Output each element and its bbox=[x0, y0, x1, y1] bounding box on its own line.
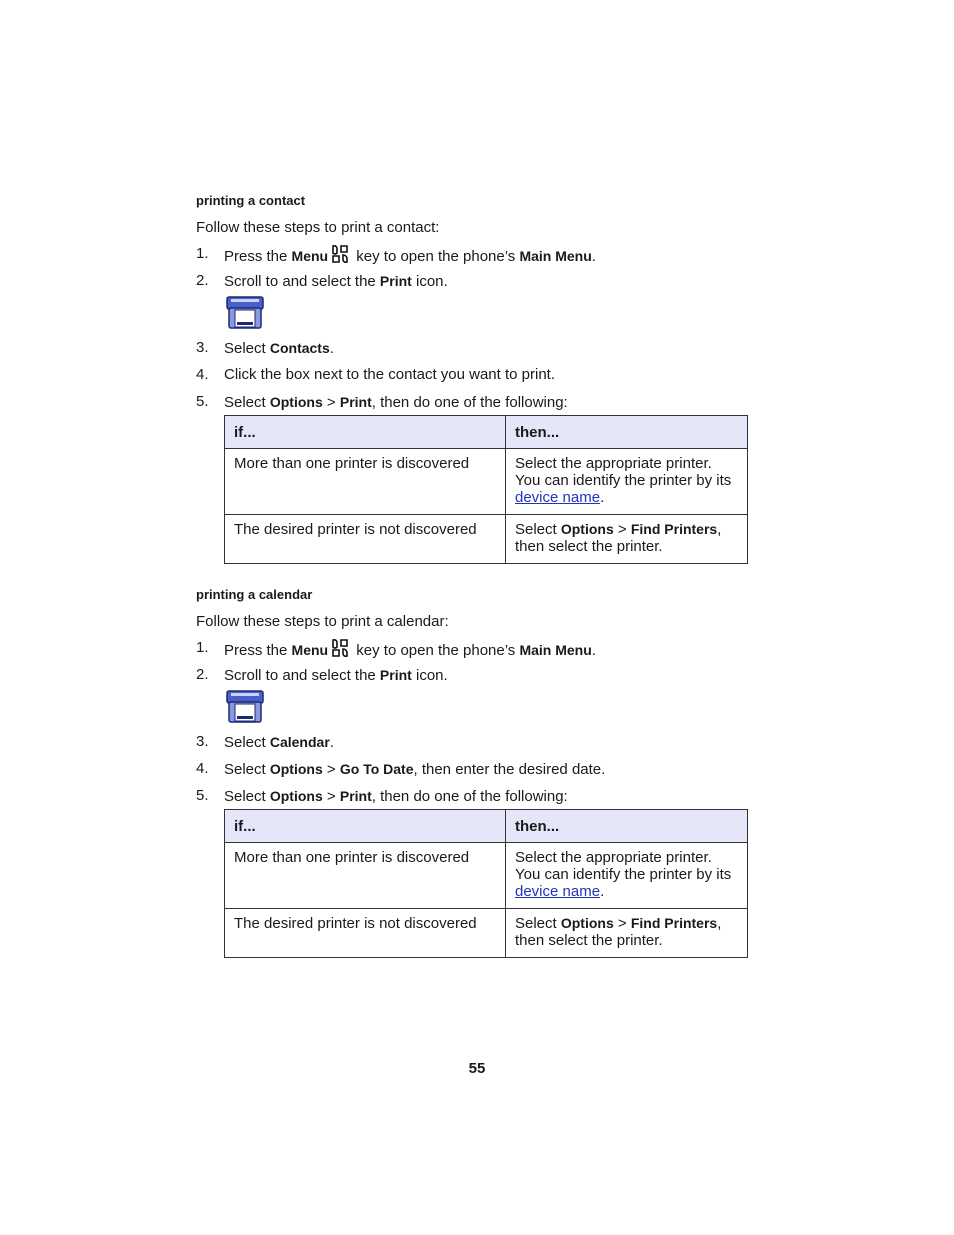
step-4: 4. Select Options > Go To Date, then enter the desired date. bbox=[196, 760, 606, 778]
table-row: More than one printer is discovered Select the appropriate printer. You can identify the printer by its device name. bbox=[225, 449, 748, 515]
header-if: if... bbox=[225, 810, 506, 843]
page-number: 55 bbox=[468, 1060, 486, 1077]
section-heading: printing a calendar bbox=[196, 587, 313, 602]
section-printing-contact bbox=[196, 192, 756, 564]
device-name-link[interactable]: device name bbox=[515, 489, 601, 506]
table-row: The desired printer is not discovered Select Options > Find Printers, then select the printer. bbox=[225, 515, 748, 564]
header-then: then... bbox=[506, 416, 748, 449]
step-4: 4. Click the box next to the contact you want to print. bbox=[196, 366, 556, 383]
table-header-row bbox=[225, 810, 748, 843]
table-row: The desired printer is not discovered Select Options > Find Printers, then select the printer. bbox=[225, 909, 748, 958]
section-heading: printing a contact bbox=[196, 193, 306, 208]
step-1: 1. Press the Menu key to open the phone’s Main Menu. bbox=[196, 632, 756, 659]
intro-text: Follow these steps to print a contact: bbox=[196, 219, 440, 236]
device-name-link[interactable]: device name bbox=[515, 883, 601, 900]
header-then: then... bbox=[506, 810, 748, 843]
printer-icon bbox=[226, 296, 264, 330]
step-3: 3. Select Calendar. bbox=[196, 733, 334, 751]
step-2: 2. Scroll to and select the Print icon. bbox=[196, 666, 448, 684]
step-5: 5. Select Options > Print, then do one of the following: bbox=[196, 787, 568, 805]
intro-text: Follow these steps to print a calendar: bbox=[196, 613, 449, 630]
step-5: 5. Select Options > Print, then do one of the following: bbox=[196, 393, 568, 411]
section-printing-calendar bbox=[196, 586, 756, 958]
table-header-row bbox=[225, 416, 748, 449]
table-row: More than one printer is discovered Select the appropriate printer. You can identify the printer by its device name. bbox=[225, 843, 748, 909]
condition-table bbox=[224, 809, 748, 958]
step-1: 1. Press the Menu key to open the phone’s Main Menu. bbox=[196, 238, 756, 265]
printer-icon bbox=[226, 690, 264, 724]
step-3: 3. Select Contacts. bbox=[196, 339, 334, 357]
header-if: if... bbox=[225, 416, 506, 449]
condition-table bbox=[224, 415, 748, 564]
step-2: 2. Scroll to and select the Print icon. bbox=[196, 272, 448, 290]
